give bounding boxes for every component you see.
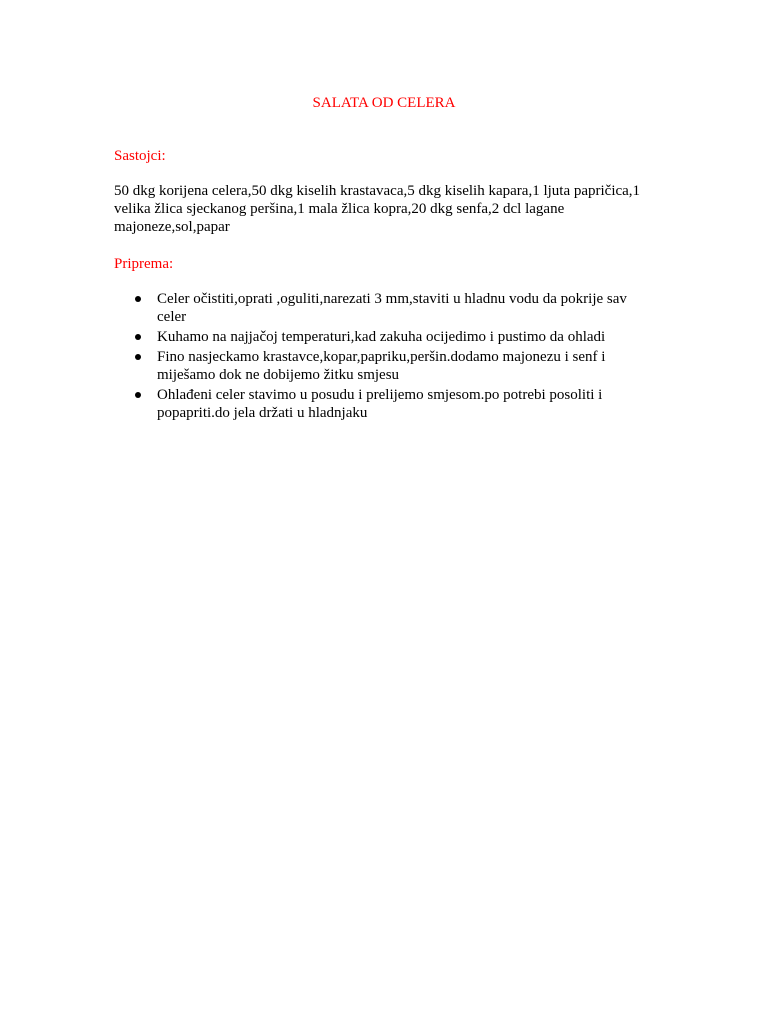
ingredients-paragraph: 50 dkg korijena celera,50 dkg kiselih krastavaca,5 dkg kiselih kapara,1 ljuta papričica,1 velika žlica sjeckanog peršina,1 mala žlica kopra,20 dkg senfa,2 dcl lagane majoneze,sol,papar bbox=[114, 183, 641, 235]
list-item bbox=[134, 290, 634, 326]
step-text: Fino nasjeckamo krastavce,kopar,papriku,peršin.dodamo majonezu i senf i miješamo dok ne dobijemo žitku smjesu bbox=[157, 349, 606, 383]
bullet-icon bbox=[135, 392, 141, 398]
bullet-icon bbox=[135, 334, 141, 340]
preparation-steps-list bbox=[134, 290, 634, 424]
step-text: Celer očistiti,oprati ,oguliti,narezati 3 mm,staviti u hladnu vodu da pokrije sav celer bbox=[157, 291, 627, 325]
bullet-icon bbox=[135, 354, 141, 360]
preparation-heading: Priprema: bbox=[114, 256, 174, 272]
ingredients-heading: Sastojci: bbox=[114, 148, 166, 164]
list-item bbox=[134, 348, 634, 384]
list-item bbox=[134, 386, 634, 422]
step-text: Kuhamo na najjačoj temperaturi,kad zakuha ocijedimo i pustimo da ohladi bbox=[157, 329, 606, 345]
bullet-icon bbox=[135, 296, 141, 302]
step-text: Ohlađeni celer stavimo u posudu i prelijemo smjesom.po potrebi posoliti i popapriti.do jela držati u hladnjaku bbox=[157, 387, 603, 421]
list-item bbox=[134, 328, 634, 346]
recipe-title: SALATA OD CELERA bbox=[312, 95, 456, 111]
